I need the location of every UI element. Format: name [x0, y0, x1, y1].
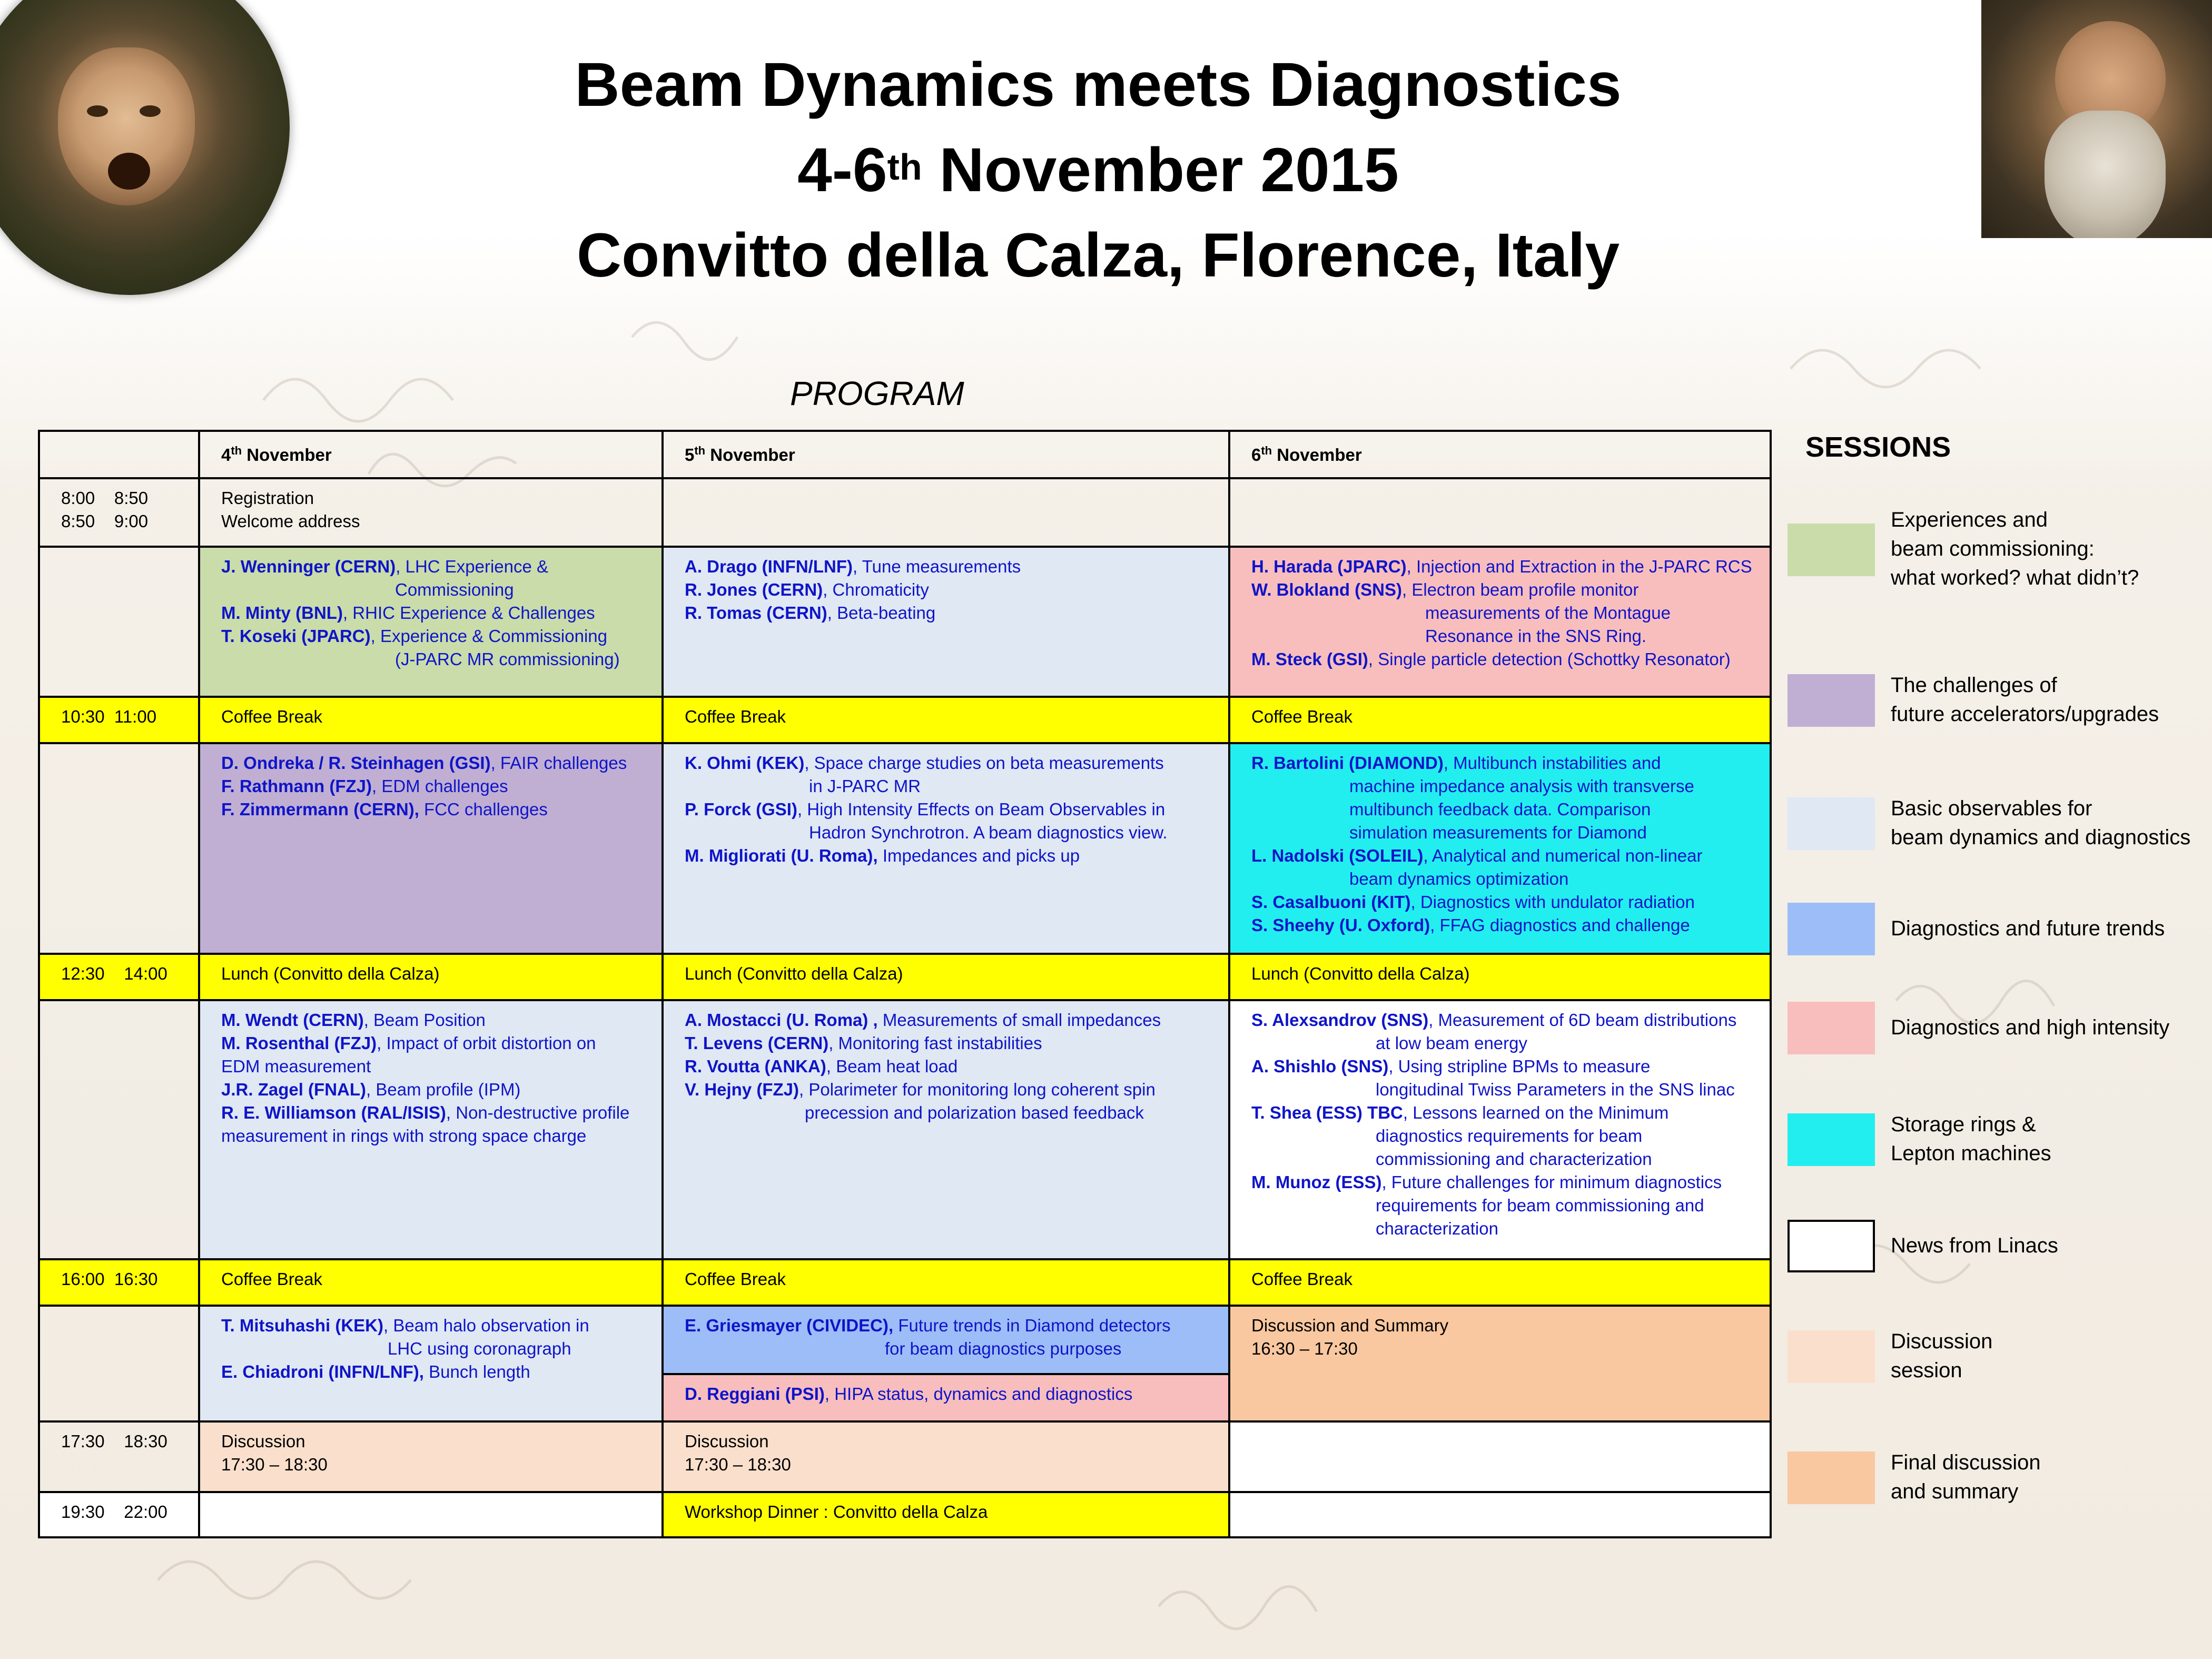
table-row [39, 743, 1771, 954]
time-cell [39, 547, 199, 697]
break-cell: Coffee Break [663, 1259, 1229, 1306]
talk-line [221, 1055, 640, 1078]
time-cell: 8:00 8:50 8:50 9:00 [39, 478, 199, 547]
session-cell [199, 1000, 663, 1259]
talk-title: characterization [1376, 1219, 1498, 1238]
speaker-name: R. Bartolini (DIAMOND) [1251, 753, 1444, 773]
legend-label: News from Linacs [1891, 1234, 2058, 1257]
speaker-name: R. E. Williamson (RAL/ISIS) [221, 1103, 446, 1122]
break-cell: Coffee Break [199, 697, 663, 743]
talk-title: , Analytical and numerical non-linear [1423, 846, 1703, 865]
legend-swatch [1788, 903, 1875, 955]
session-cell [199, 547, 663, 697]
talk-title: , Monitoring fast instabilities [828, 1033, 1042, 1053]
table-row [39, 1492, 1771, 1537]
talk-title: Future trends in Diamond detectors [893, 1316, 1171, 1335]
talk-line [685, 555, 1207, 578]
session-cell [663, 743, 1229, 954]
talk-title: , Multibunch instabilities and [1443, 753, 1661, 773]
session-cell [199, 1306, 663, 1421]
program-label: PROGRAM [790, 374, 964, 412]
talk-title: , High Intensity Effects on Beam Observables in [797, 799, 1166, 819]
talk-line [1251, 648, 1749, 671]
talk-line [1251, 1148, 1749, 1171]
talk-line [1251, 1124, 1749, 1148]
talk-line [685, 601, 1207, 625]
empty-cell [1229, 1492, 1771, 1537]
legend-swatch [1788, 1451, 1875, 1504]
talk-title: FCC challenges [419, 799, 548, 819]
break-cell: Coffee Break [1229, 697, 1771, 743]
table-row [39, 478, 1771, 547]
talk-line [685, 1078, 1207, 1101]
talk-line [221, 625, 640, 648]
talk-title: , Non-destructive profile [446, 1103, 630, 1122]
speaker-name: M. Minty (BNL) [221, 603, 343, 623]
speaker-name: D. Reggiani (PSI) [685, 1384, 825, 1404]
talk-line [221, 1101, 640, 1124]
break-cell: Coffee Break [199, 1259, 663, 1306]
talk-line [685, 1055, 1207, 1078]
talk-line [1251, 798, 1749, 821]
talk-title: at low beam energy [1376, 1033, 1527, 1053]
talk-line [1251, 555, 1752, 578]
talk-line [1251, 1078, 1749, 1101]
session-cell [1229, 743, 1771, 954]
talk-line [221, 1032, 640, 1055]
talk-title: longitudinal Twiss Parameters in the SNS linac [1376, 1080, 1735, 1099]
talk-title: , Single particle detection (Schottky Resonator) [1368, 649, 1731, 669]
title-line-2: 4-6th November 2015 [797, 135, 1399, 205]
speaker-name: R. Tomas (CERN) [685, 603, 827, 623]
speaker-name: R. Jones (CERN) [685, 580, 823, 599]
talk-line [221, 1124, 640, 1148]
time-cell: 10:30 11:00 [39, 697, 199, 743]
title-line-1: Beam Dynamics meets Diagnostics [575, 50, 1622, 120]
talk-title: , Space charge studies on beta measurements [804, 753, 1164, 773]
sessions-title: SESSIONS [1805, 431, 1951, 463]
break-cell: Coffee Break [663, 697, 1229, 743]
talk-title: LHC using coronagraph [388, 1339, 571, 1358]
legend-label: Discussion session [1891, 1330, 1993, 1382]
talk-title: , Measurement of 6D beam distributions [1428, 1010, 1737, 1030]
legend-label: Basic observables for beam dynamics and diagnostics [1891, 797, 2191, 849]
speaker-name: M. Migliorati (U. Roma), [685, 846, 878, 865]
talk-line [685, 775, 1207, 798]
talk-line [1251, 578, 1749, 601]
talk-title: , Electron beam profile monitor [1402, 580, 1639, 599]
time-cell: 16:00 16:30 [39, 1259, 199, 1306]
legend-label: Storage rings & Lepton machines [1891, 1113, 2051, 1165]
talk-title: , RHIC Experience & Challenges [342, 603, 595, 623]
talk-title: simulation measurements for Diamond [1349, 823, 1647, 842]
talk-line [1251, 1009, 1749, 1032]
talk-title: , Future challenges for minimum diagnostics [1381, 1172, 1722, 1192]
talk-title: commissioning and characterization [1376, 1149, 1652, 1169]
lunch-cell: Lunch (Convitto della Calza) [1229, 954, 1771, 1000]
medusa-mouth [108, 153, 150, 190]
speaker-name: W. Blokland (SNS) [1251, 580, 1403, 599]
talk-line [1251, 1217, 1749, 1240]
talk-title: , Experience & Commissioning [370, 626, 607, 646]
talk-line [221, 775, 640, 798]
header-day-1: 4th November [199, 431, 663, 478]
talk-line [1251, 1194, 1749, 1217]
speaker-name: F. Rathmann (FZJ) [221, 776, 372, 796]
talk-title: , HIPA status, dynamics and diagnostics [824, 1384, 1133, 1404]
talk-title: diagnostics requirements for beam [1376, 1126, 1643, 1146]
talk-title: , LHC Experience & [396, 557, 549, 576]
table-row [39, 697, 1771, 743]
talk-title: , Beam profile (IPM) [366, 1080, 521, 1099]
talk-line [221, 555, 640, 578]
legend-label: Experiences and beam commissioning: what worked? what didn’t? [1891, 508, 2139, 589]
legend-swatch [1788, 674, 1875, 727]
speaker-name: J.R. Zagel (FNAL) [221, 1080, 367, 1099]
talk-title: , Beta-beating [827, 603, 936, 623]
talk-title: EDM measurement [221, 1056, 371, 1076]
talk-title: precession and polarization based feedback [805, 1103, 1144, 1122]
galileo-beard [2045, 111, 2166, 238]
speaker-name: J. Wenninger (CERN) [221, 557, 396, 576]
legend-label: Diagnostics and future trends [1891, 917, 2165, 940]
galileo-portrait [1981, 0, 2212, 238]
speaker-name: E. Chiadroni (INFN/LNF), [221, 1362, 424, 1381]
table-row [39, 954, 1771, 1000]
speaker-name: S. Alexsandrov (SNS) [1251, 1010, 1429, 1030]
legend-label: Diagnostics and high intensity [1891, 1016, 2170, 1039]
talk-line [221, 578, 640, 601]
table-row [39, 1421, 1771, 1492]
talk-title: , Impact of orbit distortion on [377, 1033, 596, 1053]
talk-title: , Lessons learned on the Minimum [1403, 1103, 1669, 1122]
talk-title: multibunch feedback data. Comparison [1349, 799, 1651, 819]
talk-title: , FAIR challenges [490, 753, 627, 773]
talk-title: , FFAG diagnostics and challenge [1430, 915, 1690, 935]
empty-cell [1229, 1421, 1771, 1492]
header-day-2: 5th November [663, 431, 1229, 478]
speaker-name: A. Shishlo (SNS) [1251, 1056, 1389, 1076]
talk-line [1251, 821, 1749, 844]
talk-title: , Beam Position [363, 1010, 486, 1030]
lunch-cell: Lunch (Convitto della Calza) [199, 954, 663, 1000]
talk-line [685, 1032, 1207, 1055]
title-line-3: Convitto della Calza, Florence, Italy [576, 221, 1620, 290]
session-cell [663, 547, 1229, 697]
talk-title: beam dynamics optimization [1349, 869, 1569, 888]
talk-title: measurements of the Montague [1425, 603, 1671, 623]
time-cell [39, 1306, 199, 1421]
talk-line [685, 1337, 1207, 1360]
speaker-name: T. Koseki (JPARC) [221, 626, 371, 646]
talk-line [221, 798, 640, 821]
medusa-eye-left [87, 105, 108, 117]
speaker-name: R. Voutta (ANKA) [685, 1056, 826, 1076]
talk-line [221, 648, 640, 671]
legend-swatch [1788, 1002, 1875, 1054]
registration-cell: Registration Welcome address [199, 478, 663, 547]
empty-cell [1229, 478, 1771, 547]
empty-cell [199, 1492, 663, 1537]
talk-title: in J-PARC MR [809, 776, 921, 796]
speaker-name: T. Shea (ESS) TBC [1251, 1103, 1403, 1122]
talk-line [1251, 1101, 1749, 1124]
speaker-name: L. Nadolski (SOLEIL) [1251, 846, 1424, 865]
speaker-name: D. Ondreka / R. Steinhagen (GSI) [221, 753, 491, 773]
talk-line [1251, 625, 1749, 648]
session-cell [1229, 1000, 1771, 1259]
speaker-name: A. Drago (INFN/LNF) [685, 557, 853, 576]
program-table [38, 430, 1772, 1538]
speaker-name: M. Wendt (CERN) [221, 1010, 364, 1030]
time-cell: 12:30 14:00 [39, 954, 199, 1000]
talk-title: , Polarimeter for monitoring long coherent spin [799, 1080, 1156, 1099]
session-cell [663, 1374, 1229, 1421]
talk-line [221, 752, 640, 775]
talk-line [1251, 752, 1749, 775]
talk-line [685, 798, 1207, 821]
talk-line [685, 1009, 1207, 1032]
talk-title: , Beam halo observation in [383, 1316, 589, 1335]
talk-title: , Beam heat load [826, 1056, 958, 1076]
talk-line [1251, 601, 1749, 625]
speaker-name: T. Mitsuhashi (KEK) [221, 1316, 384, 1335]
empty-cell [663, 478, 1229, 547]
table-row [39, 1259, 1771, 1306]
legend-swatch [1788, 1220, 1875, 1272]
talk-title: requirements for beam commissioning and [1376, 1196, 1704, 1215]
talk-line [685, 578, 1207, 601]
talk-line [1251, 1171, 1749, 1194]
page-title [474, 42, 1722, 298]
speaker-name: K. Ohmi (KEK) [685, 753, 805, 773]
session-cell [199, 743, 663, 954]
talk-line [221, 601, 640, 625]
talk-title: Hadron Synchrotron. A beam diagnostics view. [809, 823, 1168, 842]
speaker-name: T. Levens (CERN) [685, 1033, 829, 1053]
talk-line [685, 844, 1207, 867]
talk-title: measurement in rings with strong space charge [221, 1126, 587, 1146]
discussion-summary-cell: Discussion and Summary 16:30 – 17:30 [1229, 1306, 1771, 1421]
header-day-3: 6th November [1229, 431, 1771, 478]
talk-title: Resonance in the SNS Ring. [1425, 626, 1647, 646]
talk-line [1251, 844, 1749, 867]
talk-title: , Chromaticity [823, 580, 929, 599]
session-cell [1229, 547, 1771, 697]
talk-line [685, 1314, 1207, 1337]
legend-swatch [1788, 524, 1875, 576]
speaker-name: F. Zimmermann (CERN), [221, 799, 419, 819]
talk-title: , Diagnostics with undulator radiation [1410, 892, 1695, 912]
time-cell [39, 743, 199, 954]
table-header-row [39, 431, 1771, 478]
medusa-eye-right [140, 105, 161, 117]
time-cell: 17:30 18:30 [39, 1421, 199, 1492]
talk-line [685, 752, 1207, 775]
talk-title: Commissioning [395, 580, 514, 599]
talk-line [1251, 891, 1749, 914]
talk-line [685, 1101, 1207, 1124]
time-header-cell [39, 431, 199, 478]
table-row [39, 1000, 1771, 1259]
dinner-cell: Workshop Dinner : Convitto della Calza [663, 1492, 1229, 1537]
talk-title: Measurements of small impedances [877, 1010, 1161, 1030]
speaker-name: P. Forck (GSI) [685, 799, 797, 819]
talk-title: , Using stripline BPMs to measure [1388, 1056, 1651, 1076]
table-row [39, 1306, 1771, 1374]
talk-line [221, 1078, 640, 1101]
time-cell: 19:30 22:00 [39, 1492, 199, 1537]
discussion-cell: Discussion 17:30 – 18:30 [199, 1421, 663, 1492]
speaker-name: M. Rosenthal (FZJ) [221, 1033, 377, 1053]
session-cell [663, 1000, 1229, 1259]
break-cell: Coffee Break [1229, 1259, 1771, 1306]
legend-label: Final discussion and summary [1891, 1451, 2041, 1503]
lunch-cell: Lunch (Convitto della Calza) [663, 954, 1229, 1000]
talk-line [221, 1314, 640, 1337]
talk-line [685, 1382, 1207, 1406]
talk-line [221, 1009, 640, 1032]
talk-line [221, 1360, 640, 1384]
legend-swatch [1788, 1113, 1875, 1166]
speaker-name: S. Casalbuoni (KIT) [1251, 892, 1411, 912]
talk-title: for beam diagnostics purposes [885, 1339, 1122, 1358]
speaker-name: H. Harada (JPARC) [1251, 557, 1407, 576]
session-cell [663, 1306, 1229, 1374]
talk-line [685, 821, 1207, 844]
talk-title: (J-PARC MR commissioning) [395, 649, 620, 669]
talk-title: , EDM challenges [372, 776, 508, 796]
table-row [39, 547, 1771, 697]
speaker-name: M. Steck (GSI) [1251, 649, 1368, 669]
talk-title: Impedances and picks up [877, 846, 1080, 865]
speaker-name: S. Sheehy (U. Oxford) [1251, 915, 1430, 935]
talk-line [221, 1337, 640, 1360]
talk-line [1251, 1032, 1749, 1055]
talk-line [1251, 1055, 1749, 1078]
talk-title: machine impedance analysis with transverse [1349, 776, 1694, 796]
talk-line [1251, 775, 1749, 798]
discussion-cell: Discussion 17:30 – 18:30 [663, 1421, 1229, 1492]
legend-swatch [1788, 1330, 1875, 1383]
speaker-name: M. Munoz (ESS) [1251, 1172, 1382, 1192]
legend-swatch [1788, 797, 1875, 850]
talk-line [1251, 914, 1749, 937]
talk-line [1251, 867, 1749, 891]
speaker-name: V. Hejny (FZJ) [685, 1080, 799, 1099]
speaker-name: A. Mostacci (U. Roma) , [685, 1010, 878, 1030]
talk-title: , Tune measurements [852, 557, 1021, 576]
legend-label: The challenges of future accelerators/upgrades [1891, 674, 2159, 726]
time-cell [39, 1000, 199, 1259]
talk-title: Bunch length [423, 1362, 530, 1381]
speaker-name: E. Griesmayer (CIVIDEC), [685, 1316, 894, 1335]
talk-title: , Injection and Extraction in the J-PARC RCS [1406, 557, 1752, 576]
